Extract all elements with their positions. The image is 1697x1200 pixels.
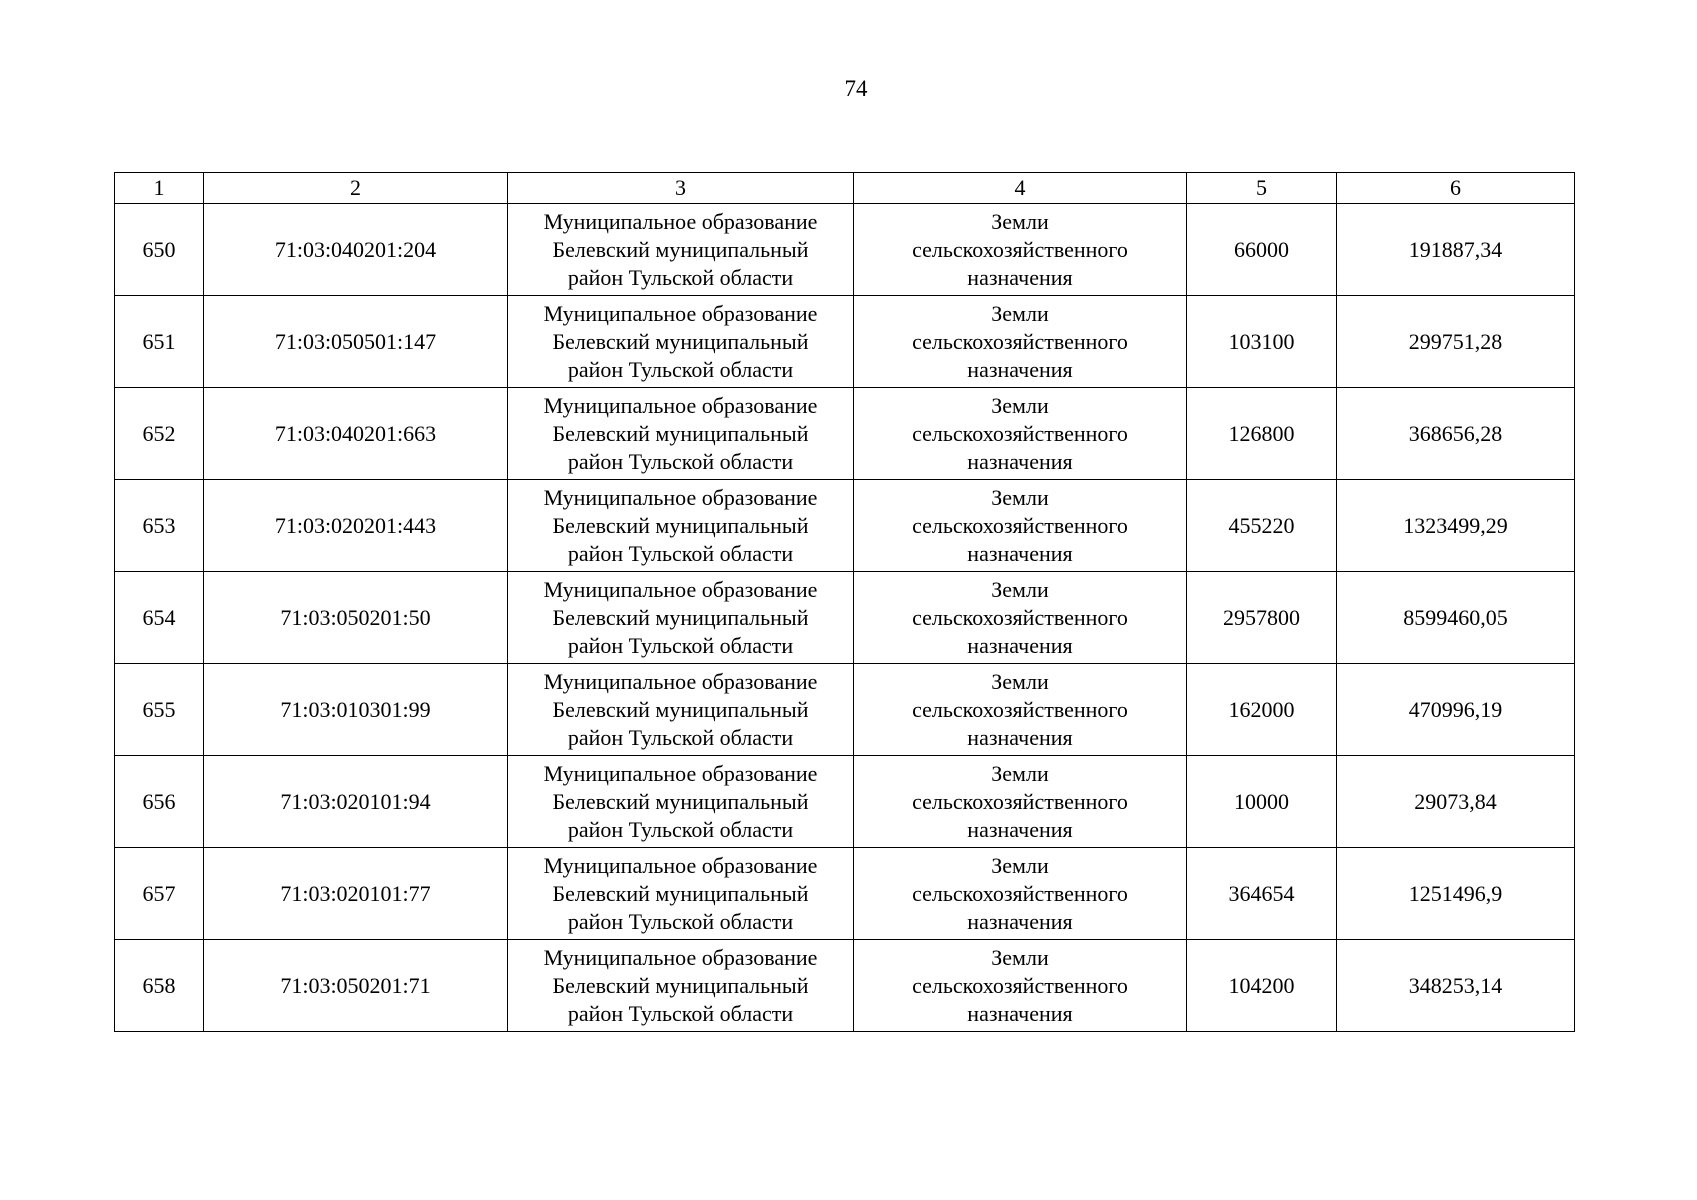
land-category-cell: Земли сельскохозяйственного назначения: [854, 940, 1187, 1032]
row-number-cell: 653: [115, 480, 204, 572]
cadastral-number-cell: 71:03:050201:50: [204, 572, 508, 664]
value-cell: 8599460,05: [1337, 572, 1575, 664]
row-number-cell: 655: [115, 664, 204, 756]
land-category-cell: Земли сельскохозяйственного назначения: [854, 296, 1187, 388]
area-cell: 162000: [1187, 664, 1337, 756]
column-header-5: 5: [1187, 173, 1337, 204]
table-header: [115, 173, 1575, 204]
value-cell: 1323499,29: [1337, 480, 1575, 572]
value-cell: 1251496,9: [1337, 848, 1575, 940]
area-cell: 126800: [1187, 388, 1337, 480]
row-number-cell: 651: [115, 296, 204, 388]
land-category-cell: Земли сельскохозяйственного назначения: [854, 480, 1187, 572]
owner-cell: Муниципальное образование Белевский муниципальный район Тульской области: [508, 572, 854, 664]
area-cell: 66000: [1187, 204, 1337, 296]
table-row: [115, 296, 1575, 388]
cadastral-number-cell: 71:03:020201:443: [204, 480, 508, 572]
cadastral-number-cell: 71:03:050201:71: [204, 940, 508, 1032]
area-cell: 10000: [1187, 756, 1337, 848]
table-body: [115, 204, 1575, 1032]
cadastral-number-cell: 71:03:020101:94: [204, 756, 508, 848]
table-row: [115, 940, 1575, 1032]
cadastral-number-cell: 71:03:040201:663: [204, 388, 508, 480]
owner-cell: Муниципальное образование Белевский муниципальный район Тульской области: [508, 388, 854, 480]
column-header-3: 3: [508, 173, 854, 204]
table-row: [115, 480, 1575, 572]
cadastral-number-cell: 71:03:020101:77: [204, 848, 508, 940]
value-cell: 348253,14: [1337, 940, 1575, 1032]
cadastral-number-cell: 71:03:050501:147: [204, 296, 508, 388]
column-header-2: 2: [204, 173, 508, 204]
owner-cell: Муниципальное образование Белевский муниципальный район Тульской области: [508, 848, 854, 940]
land-category-cell: Земли сельскохозяйственного назначения: [854, 848, 1187, 940]
row-number-cell: 652: [115, 388, 204, 480]
column-header-4: 4: [854, 173, 1187, 204]
column-header-1: 1: [115, 173, 204, 204]
owner-cell: Муниципальное образование Белевский муниципальный район Тульской области: [508, 204, 854, 296]
area-cell: 104200: [1187, 940, 1337, 1032]
table-row: [115, 388, 1575, 480]
owner-cell: Муниципальное образование Белевский муниципальный район Тульской области: [508, 940, 854, 1032]
row-number-cell: 650: [115, 204, 204, 296]
area-cell: 103100: [1187, 296, 1337, 388]
land-registry-table: [114, 172, 1575, 1032]
table-row: [115, 664, 1575, 756]
row-number-cell: 656: [115, 756, 204, 848]
owner-cell: Муниципальное образование Белевский муниципальный район Тульской области: [508, 296, 854, 388]
owner-cell: Муниципальное образование Белевский муниципальный район Тульской области: [508, 664, 854, 756]
value-cell: 470996,19: [1337, 664, 1575, 756]
table-row: [115, 204, 1575, 296]
row-number-cell: 658: [115, 940, 204, 1032]
value-cell: 29073,84: [1337, 756, 1575, 848]
value-cell: 368656,28: [1337, 388, 1575, 480]
land-category-cell: Земли сельскохозяйственного назначения: [854, 388, 1187, 480]
page-number: 74: [844, 76, 868, 101]
value-cell: 299751,28: [1337, 296, 1575, 388]
cadastral-number-cell: 71:03:010301:99: [204, 664, 508, 756]
area-cell: 364654: [1187, 848, 1337, 940]
table-row: [115, 756, 1575, 848]
column-header-6: 6: [1337, 173, 1575, 204]
cadastral-number-cell: 71:03:040201:204: [204, 204, 508, 296]
area-cell: 2957800: [1187, 572, 1337, 664]
land-category-cell: Земли сельскохозяйственного назначения: [854, 204, 1187, 296]
header-row: [115, 173, 1575, 204]
value-cell: 191887,34: [1337, 204, 1575, 296]
area-cell: 455220: [1187, 480, 1337, 572]
land-category-cell: Земли сельскохозяйственного назначения: [854, 756, 1187, 848]
table-row: [115, 848, 1575, 940]
land-category-cell: Земли сельскохозяйственного назначения: [854, 664, 1187, 756]
owner-cell: Муниципальное образование Белевский муниципальный район Тульской области: [508, 756, 854, 848]
row-number-cell: 654: [115, 572, 204, 664]
owner-cell: Муниципальное образование Белевский муниципальный район Тульской области: [508, 480, 854, 572]
table-row: [115, 572, 1575, 664]
land-category-cell: Земли сельскохозяйственного назначения: [854, 572, 1187, 664]
row-number-cell: 657: [115, 848, 204, 940]
